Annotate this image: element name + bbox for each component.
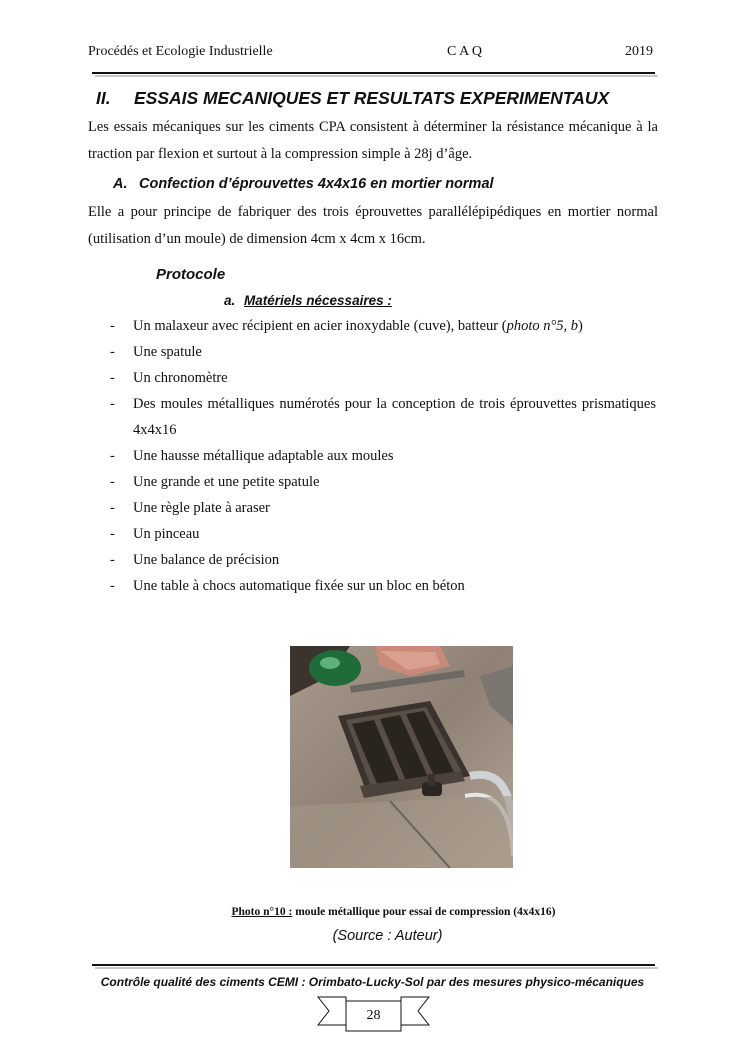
list-item-text: Une spatule — [133, 344, 202, 360]
subsection-title-text: Confection d’éprouvettes 4x4x16 en mortier normal — [139, 176, 494, 192]
list-item-text-after: ) — [578, 318, 583, 334]
page-number-ribbon — [317, 993, 430, 1033]
list-dash: - — [110, 500, 115, 516]
header-rule — [92, 72, 655, 74]
page-number: 28 — [366, 1008, 381, 1023]
figure-caption — [0, 906, 745, 918]
list-item-text: Une table à chocs automatique fixée sur un bloc en béton — [133, 578, 465, 594]
list-item — [0, 339, 745, 365]
list-item — [0, 521, 745, 547]
figure-label: Photo n°10 : — [231, 906, 293, 918]
figure-source: (Source : Auteur) — [332, 928, 443, 944]
list-dash: - — [110, 552, 115, 568]
header-center: C A Q — [447, 44, 483, 59]
header-right: 2019 — [625, 44, 653, 59]
list-dash: - — [110, 448, 115, 464]
list-item — [0, 469, 745, 495]
materials-title: Matériels nécessaires : — [244, 293, 392, 308]
mould-photo — [290, 646, 513, 868]
materials-heading — [224, 293, 392, 308]
list-item — [0, 547, 745, 573]
list-dash: - — [110, 526, 115, 542]
list-item-text: Une règle plate à araser — [133, 500, 270, 516]
header-rule-shadow — [95, 75, 658, 77]
list-dash: - — [110, 578, 115, 594]
list-dash: - — [110, 344, 115, 360]
list-item — [0, 365, 745, 391]
section-intro: Les essais mécaniques sur les ciments CPA consistent à déterminer la résistance mécanique à la traction par flexion et surtout à la compression simple à 28j d’âge. — [88, 119, 658, 162]
subsection-title — [113, 176, 494, 192]
list-item-text: Des moules métalliques numérotés pour la conception de trois éprouvettes prismatiques 4x4x16 — [133, 396, 656, 438]
list-item-text: Une grande et une petite spatule — [133, 474, 320, 490]
footer-rule-shadow — [95, 967, 658, 969]
list-dash: - — [110, 318, 115, 334]
section-number: II. — [96, 88, 111, 108]
subsection-number: A. — [113, 176, 128, 192]
list-item-text: Une hausse métallique adaptable aux moules — [133, 448, 394, 464]
list-dash: - — [110, 474, 115, 490]
protocol-title: Protocole — [156, 266, 226, 283]
list-item — [0, 495, 745, 521]
list-dash: - — [110, 396, 115, 412]
list-dash: - — [110, 370, 115, 386]
materials-number: a. — [224, 293, 236, 308]
figure-caption-text: moule métallique pour essai de compression (4x4x16) — [292, 906, 556, 918]
header-left: Procédés et Ecologie Industrielle — [88, 44, 273, 59]
section-title-text: ESSAIS MECANIQUES ET RESULTATS EXPERIMENTAUX — [134, 88, 610, 108]
footer-rule — [92, 964, 655, 966]
list-item — [0, 443, 745, 469]
list-item — [0, 573, 745, 599]
list-item — [0, 313, 745, 339]
section-title — [96, 88, 609, 109]
mould-photo-illustration — [290, 646, 513, 868]
list-item — [0, 391, 745, 443]
list-item-reference: photo n°5, b — [506, 318, 579, 334]
subsection-body: Elle a pour principe de fabriquer des trois éprouvettes parallélépipédiques en mortier normal (utilisation d’un moule) de dimension 4cm x 4cm x 16cm. — [88, 204, 658, 247]
list-item-text: Un pinceau — [133, 526, 200, 542]
list-item-text: Un malaxeur avec récipient en acier inoxydable (cuve), batteur ( — [133, 318, 507, 334]
list-item-text: Une balance de précision — [133, 552, 280, 568]
materials-list — [0, 313, 745, 599]
list-item-text: Un chronomètre — [133, 370, 228, 386]
footer-text: Contrôle qualité des ciments CEMI : Orimbato-Lucky-Sol par des mesures physico-mécaniques — [100, 975, 645, 989]
